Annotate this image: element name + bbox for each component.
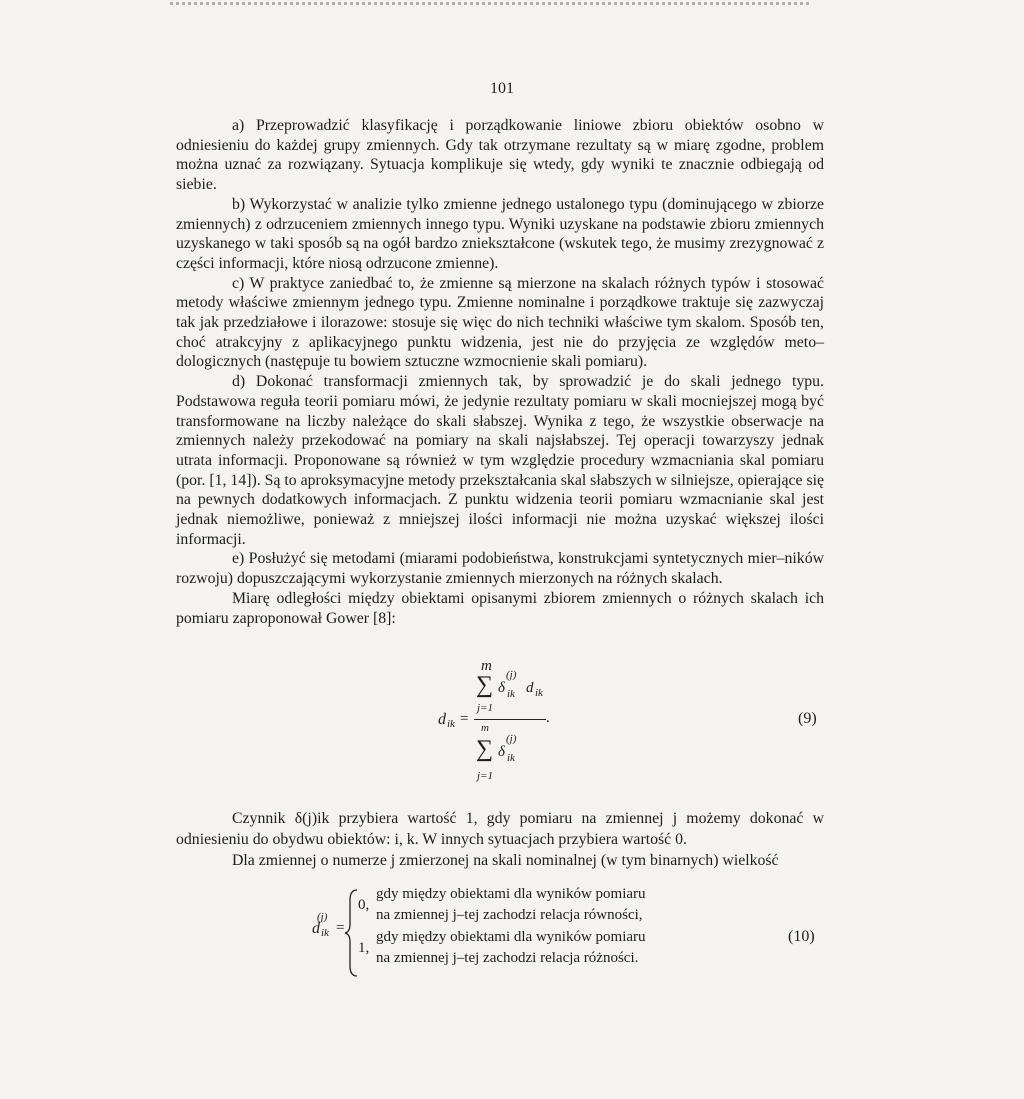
case2-line2: na zmiennej j–tej zachodzi relacja różności.	[376, 950, 639, 966]
formula9-period: .	[546, 710, 550, 726]
equation-number-9: (9)	[798, 710, 817, 727]
formula-9	[176, 650, 824, 795]
denominator-sum-symbol: ∑	[476, 736, 494, 762]
numerator-delta: δ	[498, 680, 505, 696]
numerator-d-sub: ik	[535, 687, 543, 699]
page-number: 101	[490, 80, 514, 97]
formula10-equals: =	[336, 920, 345, 936]
formula-10	[176, 880, 824, 980]
formula10-lhs-sup: (j)	[317, 911, 328, 923]
denominator-delta-sup: (j)	[506, 733, 517, 745]
body-text-2	[176, 808, 824, 871]
formula9-equals: =	[460, 711, 469, 727]
paragraph-d: d) Dokonać transformacji zmiennych tak, by sprowadzić je do skali jednego typu. Podstawowa reguła teorii pomiaru mówi, że jedynie rezultaty pomiaru w skali mocniejszej mogą być transformowane na liczby należące do skali słabszej. Wynika z tego, że wszystkie obserwacje na zmiennych należy przekodować na pomiary na skali najsłabszej. Tej operacji towarzyszy jednak utrata informacji. Proponowane są również w tym względzie procedury wzmacniania skal pomiaru (por. [1, 14]). Są to aproksymacyjne metody przekształcania skal słabszych w silniejsze, opierające się na pewnych dodatkowych informacjach. Z punktu widzenia teorii pomiaru wzmacnianie skal jest jednak niemożliwe, ponieważ z mniejszej ilości informacji nie można uzyskać większej ilości informacji.	[176, 373, 824, 548]
case2-value: 1,	[358, 940, 370, 956]
denominator-delta: δ	[498, 744, 505, 760]
fraction-bar	[474, 719, 546, 720]
paragraph-e: e) Posłużyć się metodami (miarami podobieństwa, konstrukcjami syntetycznych mier–ników rozwoju) dopuszczającymi wykorzystanie zmiennych mierzonych na różnych skalach.	[176, 550, 824, 588]
formula9-lhs: d	[438, 711, 446, 728]
case1-line1: gdy między obiektami dla wyników pomiaru	[376, 886, 646, 902]
paragraph-a: a) Przeprowadzić klasyfikację i porządkowanie liniowe zbioru obiektów osobno w odniesieniu do każdej grupy zmiennych. Gdy tak otrzymane rezultaty są w miarę zgodne, problem można uznać za rozwiązany. Sytuacja komplikuje się wtedy, gdy wyniki te znacznie odbiegają od siebie.	[176, 117, 824, 194]
body-text	[176, 116, 824, 628]
numerator-delta-sub: ik	[507, 688, 515, 700]
case1-value: 0,	[358, 897, 370, 913]
numerator-d: d	[526, 680, 534, 696]
paragraph-c: c) W praktyce zaniedbać to, że zmienne są mierzone na skalach różnych typów i stosować metody właściwe zmiennym jednego typu. Zmienne nominalne i porządkowe traktuje się zazwyczaj tak jak przedziałowe i ilorazowe: stosuje się więc do nich techniki właściwe tym skalom. Sposób ten, choć atrakcyjny z aplikacyjnego punktu widzenia, jest nie do przyjęcia ze względów meto–dologicznych (następuje tu bowiem sztuczne wzmocnienie skali pomiaru).	[176, 274, 824, 371]
paragraph-factor: Czynnik δ(j)ik przybiera wartość 1, gdy pomiaru na zmiennej j możemy dokonać w odniesieniu do obydwu obiektów: i, k. W innych sytuacjach przybiera wartość 0.	[176, 810, 824, 848]
numerator-upper-limit: m	[481, 658, 492, 674]
paragraph-b: b) Wykorzystać w analizie tylko zmienne jednego ustalonego typu (dominującego w zbiorze zmiennych) z odrzuceniem zmiennych innego typu. Wyniki uzyskane na podstawie zbioru zmiennych uzyskanego w taki sposób są na ogół bardzo zniekształcone (wskutek tego, że musimy zrezygnować z części informacji, które niosą odrzucone zmienne).	[176, 195, 824, 272]
case2-line1: gdy między obiektami dla wyników pomiaru	[376, 929, 646, 945]
formula10-lhs: d	[312, 920, 320, 937]
denominator-upper-limit: m	[481, 722, 489, 734]
numerator-sum-symbol: ∑	[476, 672, 494, 698]
formula10-lhs-sub: ik	[321, 927, 329, 939]
equation-number-10: (10)	[788, 928, 815, 945]
denominator-lower-limit: j=1	[477, 770, 493, 782]
paragraph-nominal: Dla zmiennej o numerze j zmierzonej na skali nominalnej (w tym binarnych) wielkość	[232, 852, 779, 869]
numerator-delta-sup: (j)	[506, 669, 517, 681]
top-edge-artifact	[170, 2, 810, 5]
denominator-delta-sub: ik	[507, 752, 515, 764]
formula9-lhs-sub: ik	[447, 718, 455, 730]
case1-line2: na zmiennej j–tej zachodzi relacja równości,	[376, 907, 643, 923]
numerator-lower-limit: j=1	[477, 702, 493, 714]
paragraph-gower-intro: Miarę odległości między obiektami opisanymi zbiorem zmiennych o różnych skalach ich pomiaru zaproponował Gower [8]:	[176, 589, 824, 627]
